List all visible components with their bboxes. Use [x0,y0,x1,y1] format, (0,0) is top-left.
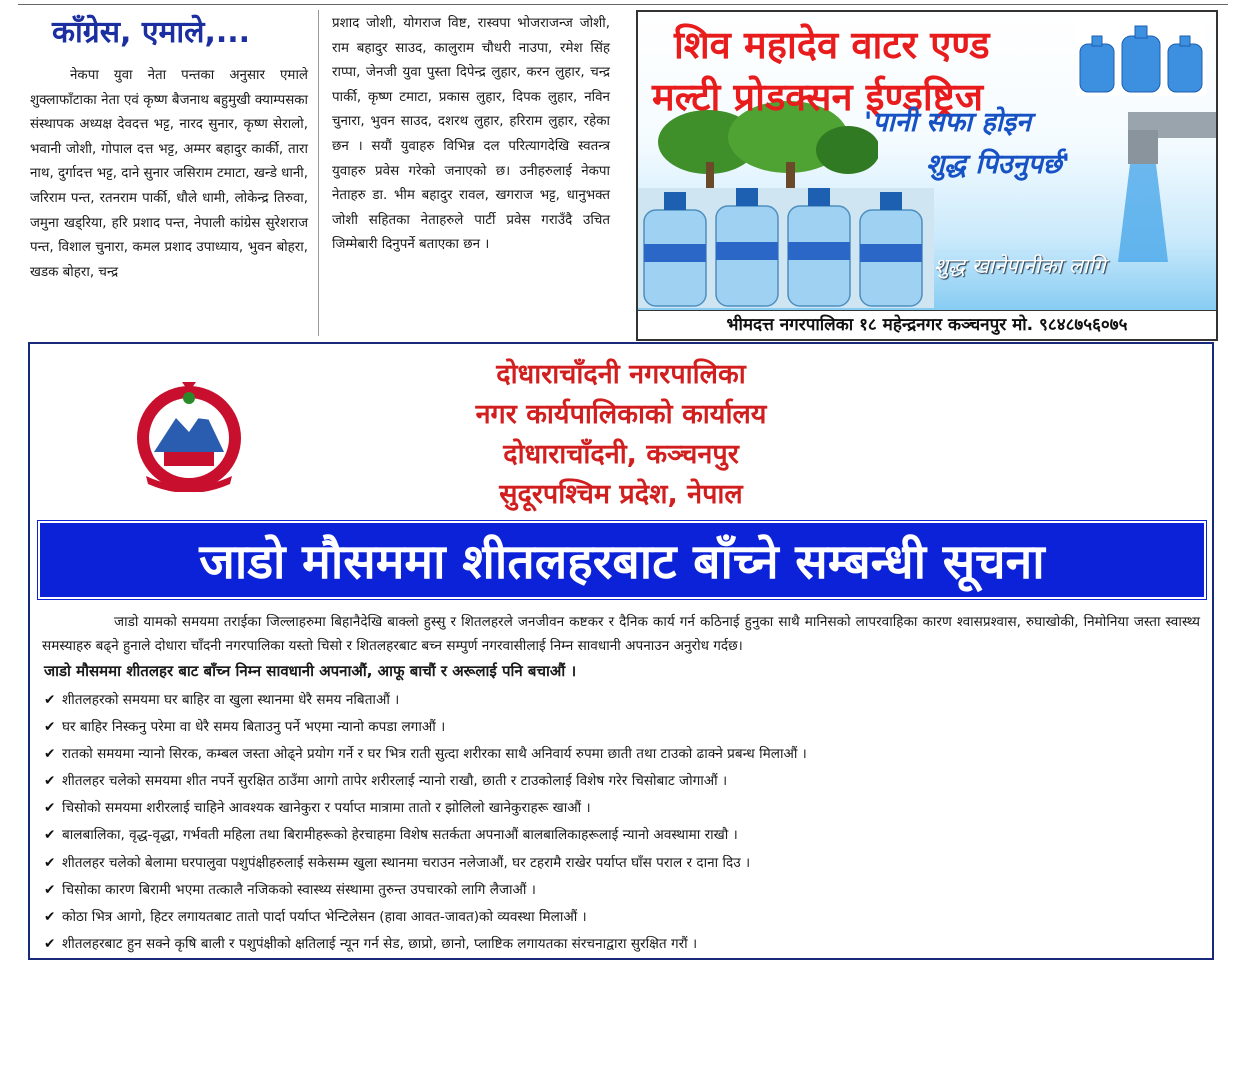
checkmark-icon: ✔ [44,692,56,708]
checkmark-icon: ✔ [44,773,56,790]
ad-title-line-1: शिव महादेव वाटर एण्ड [674,23,990,67]
ad-title-line-2: मल्टी प्रोडक्सन ईण्डष्ट्रिज [652,75,984,119]
water-tap-image [1108,112,1216,262]
ad-slogan-line-2: शुद्ध पिउनुपर्छ' [926,149,1070,180]
precaution-item [44,768,1204,795]
precaution-item [44,822,1204,849]
precaution-text: बालबालिका, वृद्ध-वृद्धा, गर्भवती महिला तथा बिरामीहरूको हेरचाहमा विशेष सतर्कता अपनाऔं बालबालिकाहरूलाई न्यानो अवस्थामा राखौ । [62,827,738,844]
ad-subtitle: शुद्ध खानेपानीका लागि [934,254,1106,278]
article-column-1 [30,64,308,285]
precaution-item [44,741,1204,768]
precaution-text: शीतलहरको समयमा घर बाहिर वा खुला स्थानमा धेरै समय नबिताऔं । [62,692,400,708]
water-bottles-image [638,188,934,308]
precaution-item [44,877,1204,904]
precaution-text: घर बाहिर निस्कनु परेमा वा धेरै समय बिताउनु पर्ने भएमा न्यानो कपडा लगाऔं । [62,719,446,736]
ad-address: भीमदत्त नगरपालिका १८ महेन्द्रनगर कञ्चनपुर मो. ९८४८७५६०७५ [638,310,1216,339]
precaution-text: चिसोका कारण बिरामी भएमा तत्कालै नजिकको स्वास्थ्य संस्थामा तुरुन्त उपचारको लागि लैजाऔं । [62,881,536,898]
checkmark-icon: ✔ [44,827,56,844]
article-column-1-text: नेकपा युवा नेता पन्तका अनुसार एमाले शुक्लाफाँटाका नेता एवं कृष्ण बैजनाथ बहुमुखी क्याम्पसका संस्थापक अध्यक्ष देवदत्त भट्ट, नारद सुनार, कृष्ण सेरालो, भवानी जोशी, गोपाल दत्त भट्ट, अम्मर बहादुर कार्की, तारा नाथ, दुर्गादत्त भट्ट, दाने सुनार जसिराम टमाटा, खन्डे धानी, जरिराम पन्त, रतनराम पार्की, धौले धामी, लोकेन्द्र तिरुवा, जमुना खड्‌रिया, हरि प्रशाद पन्त, नेपाली कांग्रेस सुरेशराज पन्त, विशाल चुनारा, कमल प्रशाद उपाध्याय, भुवन बोहरा, खडक बोहरा, चन्द्र [30,68,308,280]
notice-subheading: जाडो मौसममा शीतलहर बाट बाँच्न निम्न सावधानी अपनाऔं, आफू बाचौं र अरूलाई पनि बचाऔं । [44,662,577,680]
checkmark-icon: ✔ [44,746,56,763]
top-rule [18,4,1228,5]
precaution-item [44,850,1204,877]
checkmark-icon: ✔ [44,908,56,925]
precaution-text: शीतलहर चलेको बेलामा घरपालुवा पशुपंक्षीहरुलाई सकेसम्म खुला स्थानमा चराउन नलेजाऔं, घर टहरामै राखेर पर्याप्त घाँस पराल र दाना दिउ । [62,854,751,871]
precaution-text: शीतलहर चलेको समयमा शीत नपर्ने सुरक्षित ठाउँमा आगो तापेर शरीरलाई न्यानो राखौ, छाती र टाउकोलाई विशेष गरेर चिसोबाट जोगाऔं । [62,773,728,790]
office-line-2: नगर कार्यपालिकाको कार्यालय [475,399,767,430]
notice-intro [42,610,1200,658]
precaution-item [44,714,1204,741]
checkmark-icon: ✔ [44,881,56,898]
column-divider [318,10,319,336]
office-line-3: दोधाराचाँदनी, कञ्चनपुर [503,439,739,470]
checkmark-icon: ✔ [44,854,56,871]
notice-intro-text: जाडो यामको समयमा तराईका जिल्लाहरुमा बिहानैदेखि बाक्लो हुस्सु र शितलहरले जनजीवन कष्टकर र दैनिक कार्य गर्न कठिनाई हुनुका साथै मानिसको लापरवाहिका कारण श्वासप्रश्वास, रुघाखोकी, निमोनिया जस्ता स्वास्थ्य समस्याहरु बढ्ने हुनाले दोधारा चाँदनी नगरपालिका यस्तो चिसो र शितलहरबाट बच्न सम्पुर्ण नगरवासीलाई निम्न सावधानी अपनाउन अनुरोध गर्दछ। [42,614,1200,654]
precaution-text: शीतलहरबाट हुन सक्ने कृषि बाली र पशुपंक्षीको क्षतिलाई न्यून गर्न सेड, छाप्रो, छानो, प्लाष्टिक लगायतका संरचनाद्वारा सुरक्षित गरौं । [62,935,698,952]
precaution-text: चिसोको समयमा शरीरलाई चाहिने आवश्यक खानेकुरा र पर्याप्त मात्रामा तातो र झोलिलो खानेकुराहरू खाऔं । [62,800,591,817]
notice-title-banner: जाडो मौसममा शीतलहरबाट बाँच्ने सम्बन्धी सूचना [38,521,1206,599]
precaution-item [44,795,1204,822]
water-advertisement [636,10,1218,341]
precaution-item [44,904,1204,931]
article-column-2-text: प्रशाद जोशी, योगराज विष्ट, रास्वपा भोजराजन्ज जोशी, राम बहादुर साउद, कालुराम चौधरी नाउपा, रमेश सिंह राप्पा, जेनजी युवा पुस्ता दिपेन्द्र लुहार, करन लुहार, चन्द्र पार्की, कृष्ण टमाटा, प्रकास लुहार, दिपक लुहार, नविन चुनारा, भुवन साउद, दशरथ लुहार, हरिराम लुहार, रहेका छन । सयौं युवाहरु विभिन्न दल परित्यागदेखि स्वतन्त्र युवाहरु प्रवेस गरेको जनाएको छ। उनीहरुलाई नेकपा नेताहरु डा. भीम बहादुर रावल, खगराज भट्ट, धानुभक्त जोशी सहितका नेताहरुले पार्टी प्रवेस गराउँदै उचित जिम्मेबारी दिनुपर्ने बताएका छन । [332,16,610,253]
checkmark-icon: ✔ [44,719,56,736]
ad-slogan-line-1: 'पानी सफा होइन [864,107,1032,138]
office-line-1: दोधाराचाँदनी नगरपालिका [496,359,746,390]
article-column-2 [332,12,610,258]
water-jugs-image [1076,18,1206,96]
precaution-text: कोठा भित्र आगो, हिटर लगायतबाट तातो पार्दा पर्याप्त भेन्टिलेसन (हावा आवत-जावत)को व्यवस्था मिलाऔं । [62,908,587,925]
checkmark-icon: ✔ [44,935,56,952]
precaution-item [44,687,1204,714]
office-line-4: सुदूरपश्चिम प्रदेश, नेपाल [499,479,743,510]
precaution-text: रातको समयमा न्यानो सिरक, कम्बल जस्ता ओढ्ने प्रयोग गर्ने र घर भित्र राती सुत्दा शरीरका साथै अनिवार्य रुपमा छाती तथा टाउको ढाक्ने प्रबन्ध मिलाऔं । [62,746,807,763]
checkmark-icon: ✔ [44,800,56,817]
precaution-item [44,931,1204,958]
article-headline: कॉंग्रेस, एमाले,... [52,15,251,50]
municipality-notice [28,342,1214,960]
precaution-list [44,687,1204,958]
